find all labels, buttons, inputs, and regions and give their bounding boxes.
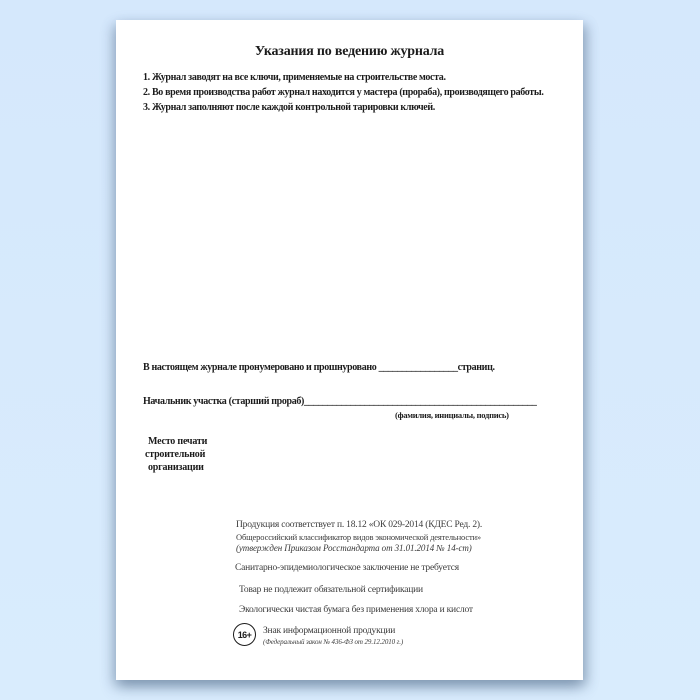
chief-title-text: Начальник участка (старший прораб) [143,396,305,407]
pages-count-line [143,362,495,373]
stamp-place-line: организации [148,462,204,473]
blank-field: __________________________________________________ [304,396,537,407]
product-classifier-note: Продукция соответствует п. 18.12 «ОК 029-2014 (КДЕС Ред. 2). [236,520,483,530]
page-title: Указания по ведению журнала [254,44,445,59]
federal-law-note: (Федеральный закон № 436-ФЗ от 29.12.2010 г.) [263,638,404,646]
classifier-approval-note: (утвержден Приказом Росстандарта от 31.01.2014 № 14-ст) [236,543,472,553]
sanitary-note: Санитарно-эпидемиологическое заключение не требуется [235,563,459,573]
stamp-place-line: Место печати [148,436,208,447]
pages-count-text: В настоящем журнале пронумеровано и прошнуровано [143,362,379,373]
blank-field: _________________ [378,362,458,373]
stamp-place-note [145,435,207,474]
instruction-item: 3. Журнал заполняют после каждой контрольной тарировки ключей. [143,102,435,113]
certification-note: Товар не подлежит обязательной сертификации [239,585,423,595]
age-rating-icon: 16+ [233,623,256,646]
ecology-note: Экологически чистая бумага без применения хлора и кислот [239,605,473,615]
instruction-item: 1. Журнал заводят на все ключи, применяемые на строительстве моста. [143,72,446,83]
classifier-subtitle: Общероссийский классификатор видов экономической деятельности» [236,532,482,542]
instructions-list [143,70,543,115]
chief-signature-line [143,396,537,407]
instruction-item: 2. Во время производства работ журнал находится у мастера (прораба), производящего работы. [143,87,544,98]
info-product-sign-label: Знак информационной продукции [263,626,396,636]
pages-count-suffix: страниц. [457,362,495,373]
stamp-place-line: строительной [145,449,206,460]
signature-hint: (фамилия, инициалы, подпись) [395,410,509,420]
document-page [116,20,583,680]
